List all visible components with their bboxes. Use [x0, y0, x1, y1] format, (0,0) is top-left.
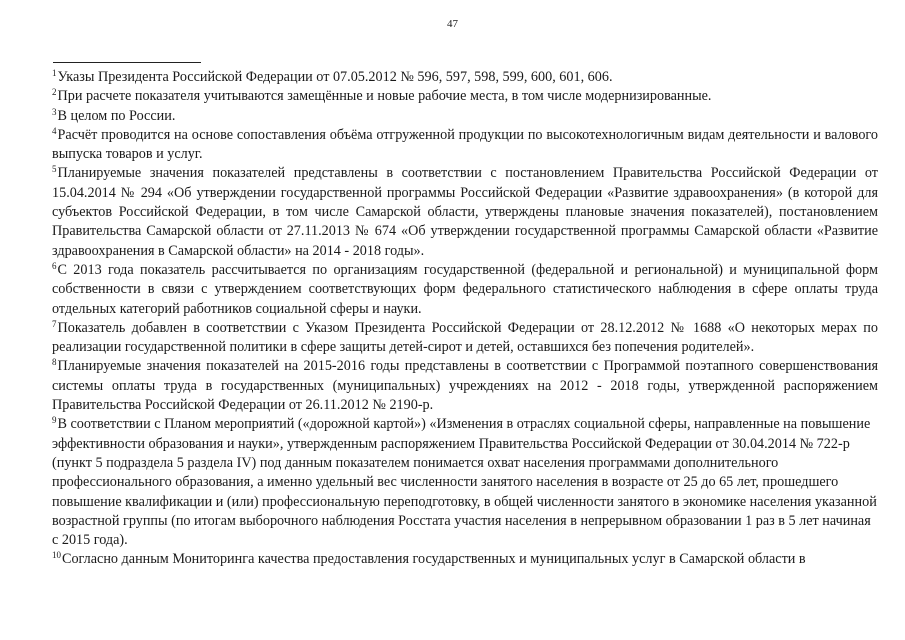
footnote-4	[52, 126, 878, 165]
footnote-text: Расчёт проводится на основе сопоставления объёма отгруженной продукции по высокотехнологичным видам деятельности и валового выпуска товаров и услуг.	[52, 126, 878, 163]
footnote-marker: 5	[52, 164, 57, 175]
footnote-marker: 4	[52, 125, 57, 136]
footnote-text: В целом по России.	[57, 107, 176, 124]
footnote-marker: 7	[52, 318, 57, 329]
footnote-5	[52, 164, 878, 260]
footnote-7	[52, 319, 878, 358]
footnote-text: Планируемые значения показателей представлены в соответствии с постановлением Правительства Российской Федерации от 15.04.2014 № 294 «Об утверждении государственной программы Российской Федерации «Развитие здравоохранения» (в которой для субъектов Российской Федерации, в том числе Самарской области, утверждены плановые значения показателей), постановлением Правительства Самарской области от 27.11.2013 № 674 «Об утверждении государственной программы Самарской области «Развитие здравоохранения в Самарской области» на 2014 - 2018 годы».	[52, 165, 878, 259]
footnote-3	[52, 107, 878, 126]
page-number: 47	[447, 18, 458, 30]
footnote-text: Планируемые значения показателей на 2015-2016 годы представлены в соответствии с Программой поэтапного совершенствования системы оплаты труда в государственных (муниципальных) учреждениях на 2012 - 2018 годы, утвержденной распоряжением Правительства Российской Федерации от 26.11.2012 № 2190-р.	[52, 358, 878, 414]
footnote-10	[52, 550, 878, 569]
footnote-9	[52, 415, 878, 550]
footnote-6	[52, 261, 878, 319]
footnote-marker: 2	[52, 87, 57, 98]
footnote-text: При расчете показателя учитываются замещённые и новые рабочие места, в том числе модернизированные.	[57, 88, 712, 105]
footnote-2	[52, 87, 878, 106]
footnotes-section	[52, 68, 878, 570]
footnote-separator	[53, 62, 201, 63]
footnote-text: Показатель добавлен в соответствии с Указом Президента Российской Федерации от 28.12.2012 № 1688 «О некоторых мерах по реализации государственной политики в сфере защиты детей-сирот и детей, оставшихся без попечения родителей».	[52, 319, 878, 356]
footnote-marker: 3	[52, 106, 57, 117]
footnote-text: Согласно данным Мониторинга качества предоставления государственных и муниципальных услуг в Самарской области в	[62, 551, 806, 568]
footnote-text: В соответствии с Планом мероприятий («дорожной картой») «Изменения в отраслях социальной сферы, направленные на повышение эффективности образования и науки», утвержденным распоряжением Правительства Российской Федерации от 30.04.2014 № 722-р (пункт 5 подраздела 5 раздела IV) под данным показателем понимается охват населения программами дополнительного профессионального образования, а именно удельный вес численности занятого населения в возрасте от 25 до 65 лет, прошедшего повышение квалификации и (или) профессиональную переподготовку, в общей численности занятого в экономике населения указанной возрастной группы (по итогам выборочного наблюдения Росстата участия населения в непрерывном образовании 1 раз в 5 лет начиная с 2015 года).	[52, 416, 877, 549]
footnote-marker: 1	[52, 68, 57, 78]
footnote-text: Указы Президента Российской Федерации от 07.05.2012 № 596, 597, 598, 599, 600, 601, 606.	[57, 69, 613, 85]
footnote-marker: 10	[52, 550, 61, 561]
footnote-1	[52, 68, 878, 87]
footnote-marker: 9	[52, 415, 57, 426]
footnote-8	[52, 357, 878, 415]
footnote-marker: 6	[52, 260, 57, 271]
footnote-marker: 8	[52, 357, 57, 368]
footnote-text: С 2013 года показатель рассчитывается по организациям государственной (федеральной и региональной) и муниципальной форм собственности в связи с утверждением соответствующих форм федерального статистического наблюдения в сфере оплаты труда отдельных категорий работников социальной сферы и науки.	[52, 261, 878, 317]
